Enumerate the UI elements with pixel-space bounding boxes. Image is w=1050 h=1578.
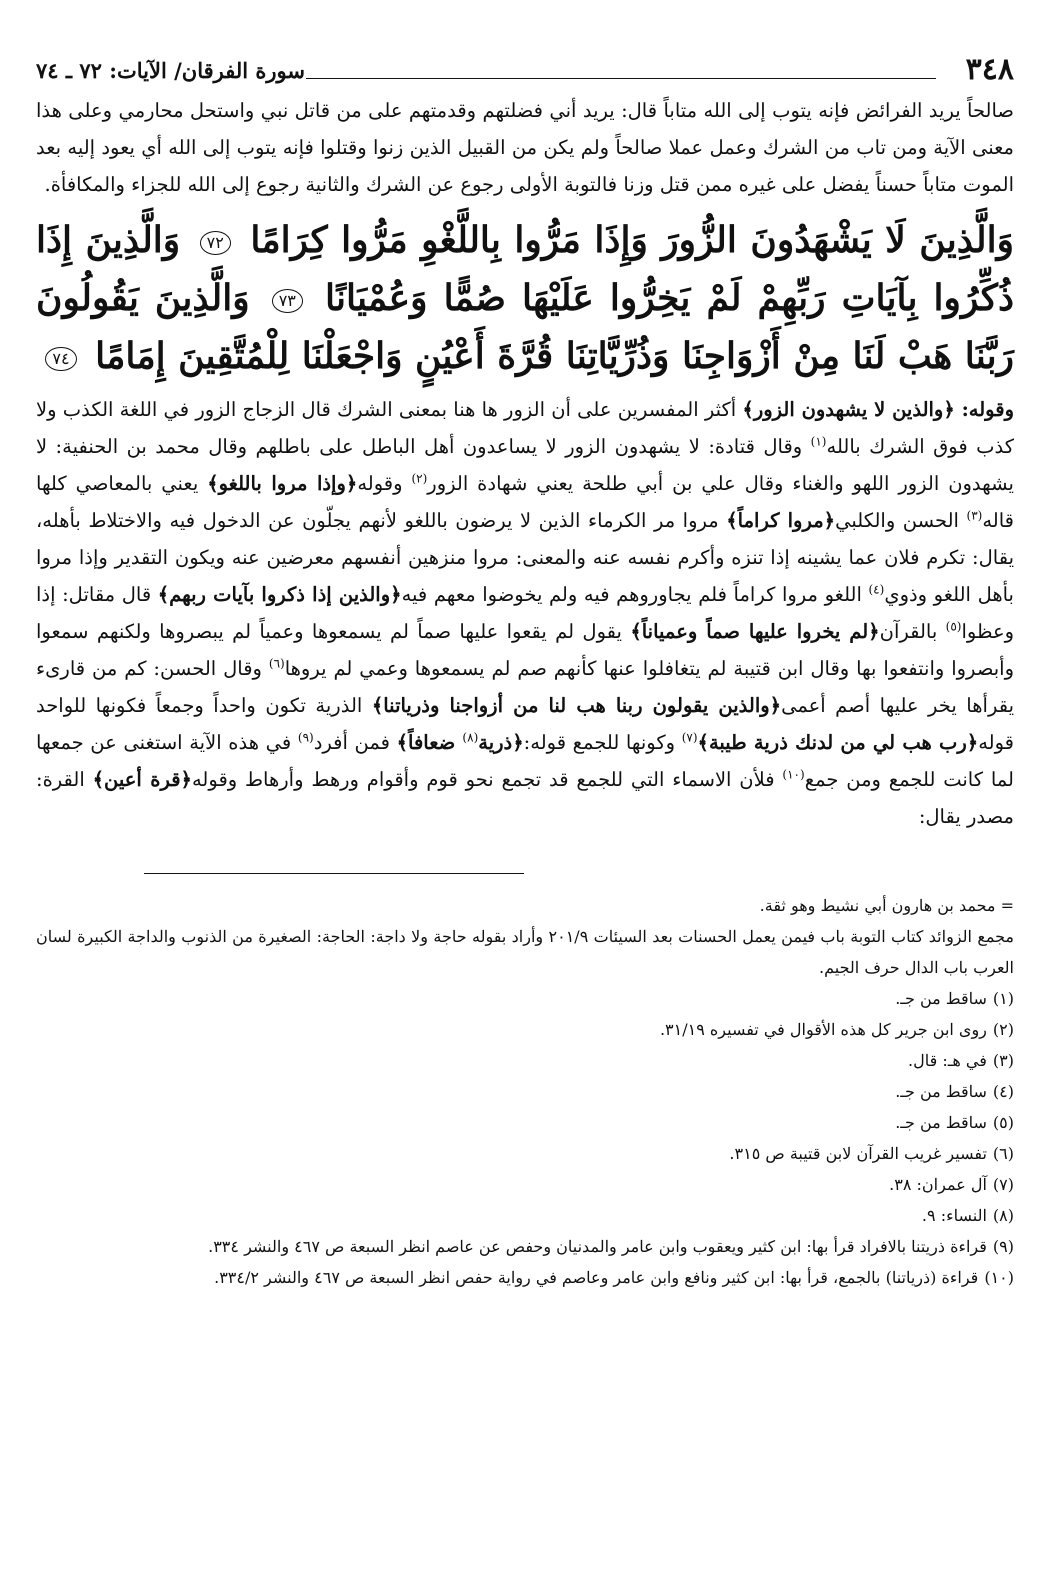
footnote-item — [36, 1231, 1014, 1262]
commentary-text: في هذه الآية استغنى عن جمعها لما كانت للجمع ومن جمع — [36, 731, 1014, 791]
header-rule — [306, 78, 936, 79]
footnote-text: ساقط من جـ. — [895, 1082, 987, 1101]
footnote-number: (٣) — [992, 1051, 1014, 1070]
footnote-item — [36, 1200, 1014, 1231]
quote-1: ﴿والذين لا يشهدون الزور﴾ — [742, 398, 955, 421]
footnote-ref-5: (٥) — [945, 619, 962, 634]
book-page — [36, 52, 1014, 1293]
footnote-number: (١٠) — [984, 1268, 1014, 1287]
footnote-ref-9: (٩) — [297, 730, 314, 745]
quote-2: ﴿وإذا مروا باللغو﴾ — [207, 472, 358, 495]
commentary-text: وقال الحسن: كم من قارىء يقرأها يخر عليها أصم أعمى — [36, 657, 1015, 717]
commentary-text: قال مقاتل: إذا وعظوا — [36, 583, 1015, 643]
footnote-text: في هـ: قال. — [908, 1051, 987, 1070]
commentary-text: الذرية تكون واحداً وجمعاً فكونها للواحد قوله — [36, 694, 1014, 754]
footnote-number: (٨) — [992, 1206, 1014, 1225]
ayah-marker-72: ٧٢ — [200, 231, 231, 255]
quote-8: ﴿ذرية — [478, 731, 524, 754]
footnote-text: آل عمران: ٣٨. — [889, 1175, 987, 1194]
quote-6: ﴿والذين يقولون ربنا هب لنا من أزواجنا وذرياتنا﴾ — [371, 694, 782, 717]
footnote-continuation: = محمد بن هارون أبي نشيط وهو ثقة. — [759, 896, 1014, 915]
verse-73: وَالَّذِينَ إِذَا ذُكِّرُوا بِآيَاتِ رَبِّهِمْ لَمْ يَخِرُّوا عَلَيْهَا صُمًّا وَعُمْيَانًا — [36, 219, 1014, 319]
quote-7: ﴿رب هب لي من لدنك ذرية طيبة﴾ — [697, 731, 979, 754]
verse-72: وَالَّذِينَ لَا يَشْهَدُونَ الزُّورَ وَإِذَا مَرُّوا بِاللَّغْوِ مَرُّوا كِرَامًا — [250, 219, 1014, 261]
footnote-ref-8: (٨) — [462, 730, 479, 745]
footnote-separator — [144, 873, 524, 874]
footnote-text: تفسير غريب القرآن لابن قتيبة ص ٣١٥. — [729, 1144, 987, 1163]
commentary-text: وقال قتادة: لا يشهدون الزور لا يساعدون أهل الباطل على باطلهم وقال محمد بن الحنفية: لا يشهدون الزور اللهو والغناء وقال علي بن أبي طلحة يعني شهادة الزور — [36, 435, 1014, 495]
footnote-ref-2: (٢) — [411, 471, 428, 486]
footnote-item — [36, 1169, 1014, 1200]
commentary-text: وكونها للجمع قوله: — [523, 731, 682, 754]
commentary-text: مروا مر الكرماء الذين لا يرضون باللغو لأنهم يجلّون عن الدخول فيه والاختلاط بأهله، يقال: تكرم فلان عما يشينه إذا تنزه وأكرم نفسه عنه والمعنى: مروا منزهين أنفسهم معرضين عنه ويكون التقدير وإذا مروا بأهل اللغو وذوي — [36, 509, 1014, 606]
footnote-number: (١) — [992, 989, 1014, 1008]
footnote-item — [36, 983, 1014, 1014]
footnote-list — [36, 983, 1014, 1293]
quran-verses — [36, 211, 1014, 385]
footnote-item — [36, 1045, 1014, 1076]
commentary-text: وقوله — [357, 472, 412, 495]
footnote-ref-10: (١٠) — [782, 767, 805, 782]
footnote-item — [36, 1262, 1014, 1293]
footnote-item — [36, 1014, 1014, 1045]
commentary-lead: وقوله: — [954, 398, 1014, 421]
quote-5: ﴿لم يخروا عليها صماً وعمياناً﴾ — [630, 620, 880, 643]
footnote-number: (٩) — [992, 1237, 1014, 1256]
commentary-text: فمن أفرد — [313, 731, 397, 754]
footnote-text: النساء: ٩. — [921, 1206, 987, 1225]
footnote-ref-1: (١) — [810, 434, 827, 449]
ayah-marker-74: ٧٤ — [45, 347, 76, 371]
commentary-text: القرة: مصدر يقال: — [36, 768, 1014, 828]
commentary-text: بالقرآن — [879, 620, 946, 643]
footnote-ref-4: (٤) — [868, 582, 885, 597]
footnote-text: قراءة (ذرياتنا) بالجمع، قرأ بها: ابن كثير ونافع وابن عامر وعاصم في رواية حفص انظر السبعة ص ٤٦٧ والنشر ٣٣٤/٢. — [214, 1268, 979, 1287]
footnote-number: (٤) — [992, 1082, 1014, 1101]
footnote-continuation: مجمع الزوائد كتاب التوبة باب فيمن يعمل الحسنات بعد السيئات ٢٠١/٩ وأراد بقوله حاجة ولا داجة: الحاجة: الصغيرة من الذنوب والداجة الكبيرة لسان العرب باب الدال حرف الجيم. — [36, 927, 1014, 977]
verse-74: وَالَّذِينَ يَقُولُونَ رَبَّنَا هَبْ لَنَا مِنْ أَزْوَاجِنَا وَذُرِّيَّاتِنَا قُرَّةَ أَعْيُنٍ وَاجْعَلْنَا لِلْمُتَّقِينَ إِمَامًا — [36, 277, 1014, 377]
footnote-text: روى ابن جرير كل هذه الأقوال في تفسيره ٣١/١٩. — [659, 1020, 987, 1039]
commentary-text: يقول لم يقعوا عليها صماً لم يسمعوها وعمياً لم يبصروها ولكنهم سمعوا وأبصروا وانتفعوا بها وقال ابن قتيبة لم يتغافلوا عنها كأنهم صم لم يسمعوها وعمي لم يروها — [36, 620, 1014, 680]
intro-paragraph: صالحاً يريد الفرائض فإنه يتوب إلى الله متاباً قال: يريد أني فضلتهم وقدمتهم على من قاتل نبي واستحل محارمي وعلى هذا معنى الآية ومن تاب من الشرك وعمل عملا صالحاً ولم يكن من القبيل الذين زنوا وقتلوا فإنه يتوب إلى الله أي يعود إليه بعد الموت متاباً حسناً يفضل على غيره ممن قتل وزنا فالتوبة الأولى رجوع عن الشرك والثانية رجوع إلى الله للجزاء والمكافأة. — [36, 99, 1014, 196]
commentary-text: فلأن الاسماء التي للجمع قد تجمع نحو قوم وأقوام ورهط وأرهاط وقوله — [191, 768, 783, 791]
footnote-ref-3: (٣) — [966, 508, 983, 523]
footnote-number: (٢) — [992, 1020, 1014, 1039]
page-number: ٣٤٨ — [965, 52, 1014, 87]
commentary-text: اللغو مروا كراماً فلم يجاوروهم فيه ولم يخوضوا معهم فيه — [401, 583, 869, 606]
footnote-text: قراءة ذريتنا بالافراد قرأ بها: ابن كثير ويعقوب وابن عامر والمدنيان وحفص عن عاصم انظر السبعة ص ٤٦٧ والنشر ٣٣٤. — [208, 1237, 987, 1256]
footnote-item — [36, 1138, 1014, 1169]
footnote-text: ساقط من جـ. — [895, 1113, 987, 1132]
quote-4: ﴿والذين إذا ذكروا بآيات ربهم﴾ — [157, 583, 402, 606]
quote-8-end: ضعافاً﴾ — [396, 731, 463, 754]
page-header — [36, 52, 1014, 92]
quote-3: ﴿مروا كراماً﴾ — [726, 509, 836, 532]
commentary-text: أكثر المفسرين على أن الزور ها هنا بمعنى الشرك قال الزجاج الزور في اللغة الكذب ولا كذب فوق الشرك بالله — [36, 398, 1014, 458]
commentary-text: الحسن والكلبي — [835, 509, 967, 532]
footnote-text: ساقط من جـ. — [895, 989, 987, 1008]
footnote-number: (٧) — [992, 1175, 1014, 1194]
commentary-text: يعني بالمعاصي كلها قاله — [36, 472, 1014, 532]
footnotes-section — [36, 890, 1014, 1293]
ayah-marker-73: ٧٣ — [272, 289, 303, 313]
running-title: سورة الفرقان/ الآيات: ٧٢ ـ ٧٤ — [36, 58, 305, 83]
footnote-number: (٥) — [992, 1113, 1014, 1132]
footnote-item — [36, 1076, 1014, 1107]
footnote-number: (٦) — [992, 1144, 1014, 1163]
footnote-item — [36, 1107, 1014, 1138]
commentary-paragraph — [36, 391, 1014, 835]
footnote-ref-6: (٦) — [268, 656, 285, 671]
quote-9: ﴿قرة أعين﴾ — [92, 768, 192, 791]
footnote-ref-7: (٧) — [681, 730, 698, 745]
